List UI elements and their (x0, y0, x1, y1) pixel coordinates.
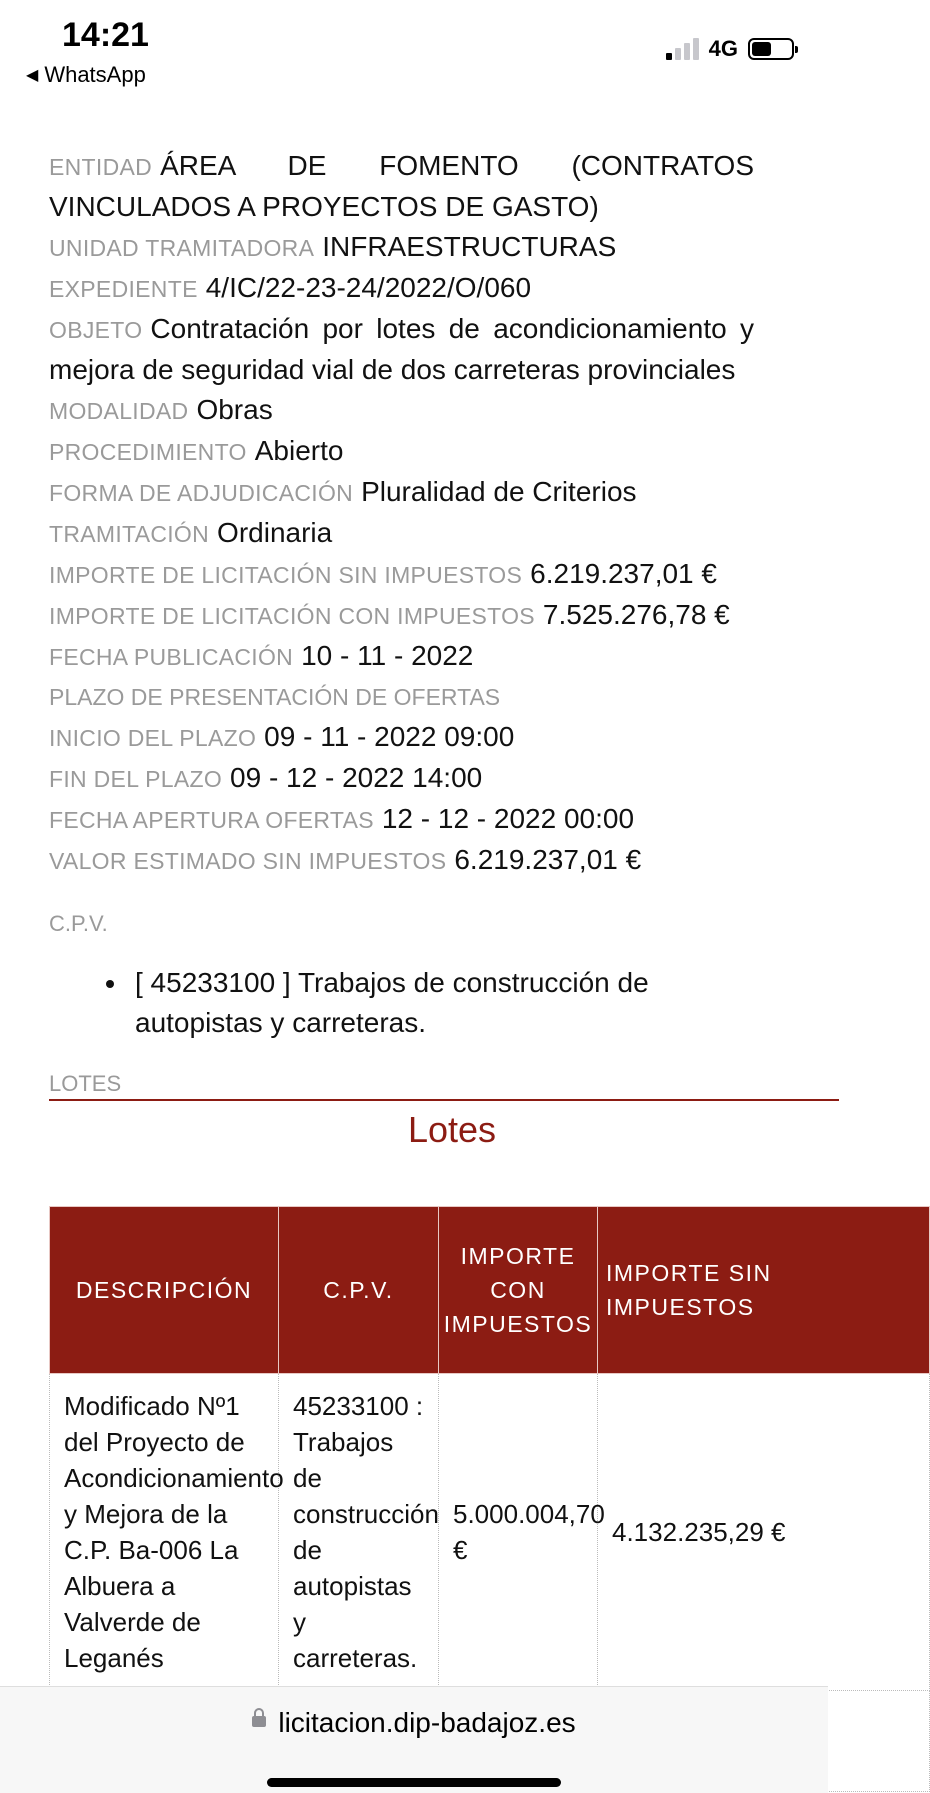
field-label: MODALIDAD (49, 398, 189, 424)
status-indicators (666, 36, 794, 62)
detail-field (49, 717, 754, 758)
detail-field (49, 636, 754, 677)
lotes-section-label: LOTES (49, 1071, 839, 1101)
header-importe-con-impuestos: IMPORTE CON IMPUESTOS (439, 1207, 598, 1374)
field-label: FIN DEL PLAZO (49, 766, 223, 792)
field-value: Abierto (254, 435, 344, 466)
field-value: 6.219.237,01 € (530, 558, 717, 589)
field-label: PROCEDIMIENTO (49, 439, 247, 465)
detail-field (49, 554, 754, 595)
table-header-row (50, 1207, 930, 1374)
detail-field (49, 390, 754, 431)
plazo-label: PLAZO DE PRESENTACIÓN DE OFERTAS (49, 684, 501, 710)
detail-field (49, 227, 754, 268)
field-label: IMPORTE DE LICITACIÓN CON IMPUESTOS (49, 603, 535, 629)
cell-importe-con: 5.000.004,70 € (439, 1374, 598, 1691)
cpv-section-label: C.P.V. (49, 911, 108, 936)
detail-field (49, 513, 754, 554)
battery-icon (748, 38, 794, 60)
header-descripcion: DESCRIPCIÓN (50, 1207, 279, 1374)
tender-details (49, 146, 754, 1151)
url-text: licitacion.dip-badajoz.es (278, 1707, 576, 1738)
cell-cpv: 45233100 : Trabajos de construcción de autopistas y carreteras. (279, 1374, 439, 1691)
detail-field (49, 595, 754, 636)
back-to-app-button[interactable] (26, 62, 146, 88)
signal-icon (666, 38, 699, 60)
field-label: FECHA PUBLICACIÓN (49, 644, 294, 670)
field-label: FORMA DE ADJUDICACIÓN (49, 480, 354, 506)
field-value: 12 - 12 - 2022 00:00 (381, 803, 635, 834)
detail-field (49, 146, 754, 227)
detail-field (49, 268, 754, 309)
field-label: TRAMITACIÓN (49, 521, 210, 547)
status-bar (0, 0, 828, 100)
back-app-label: WhatsApp (44, 62, 146, 87)
cell-descripcion: Modificado Nº1 del Proyecto de Acondicionamiento y Mejora de la C.P. Ba-006 La Albuera a Valverde de Leganés (50, 1374, 279, 1691)
field-label: VALOR ESTIMADO SIN IMPUESTOS (49, 848, 447, 874)
detail-field (49, 431, 754, 472)
field-value: 09 - 12 - 2022 14:00 (230, 762, 483, 793)
detail-field (49, 799, 754, 840)
url-display[interactable] (0, 1707, 828, 1739)
field-label: FECHA APERTURA OFERTAS (49, 807, 374, 833)
field-label: IMPORTE DE LICITACIÓN SIN IMPUESTOS (49, 562, 523, 588)
header-importe-sin-impuestos: IMPORTE SIN IMPUESTOS (598, 1207, 930, 1374)
table-row (50, 1374, 930, 1691)
field-value: 6.219.237,01 € (454, 844, 642, 875)
field-value: Ordinaria (217, 517, 333, 548)
network-type: 4G (708, 36, 738, 61)
field-value: Contratación por lotes de acondicionamiento y mejora de seguridad vial de dos carreteras provinciales (49, 313, 754, 385)
field-value: INFRAESTRUCTURAS (322, 231, 617, 262)
cell-importe-sin: 4.132.235,29 € (598, 1374, 930, 1691)
field-value: 4/IC/22-23-24/2022/O/060 (205, 272, 532, 303)
cpv-list-item: • [ 45233100 ] Trabajos de construcción de autopistas y carreteras. (129, 963, 754, 1043)
detail-field (49, 840, 754, 881)
home-indicator[interactable] (267, 1778, 561, 1787)
detail-field (49, 472, 754, 513)
field-value: 7.525.276,78 € (542, 599, 730, 630)
field-label: ENTIDAD (49, 154, 153, 180)
detail-field (49, 309, 754, 390)
field-label: EXPEDIENTE (49, 276, 198, 302)
field-value: Obras (196, 394, 273, 425)
cpv-list (49, 963, 754, 1043)
back-arrow-icon: ◀ (26, 67, 39, 84)
field-label: UNIDAD TRAMITADORA (49, 235, 315, 261)
field-value: Pluralidad de Criterios (361, 476, 637, 507)
field-label: OBJETO (49, 317, 143, 343)
detail-field (49, 758, 754, 799)
header-cpv: C.P.V. (279, 1207, 439, 1374)
field-value: 10 - 11 - 2022 (301, 640, 474, 671)
status-time: 14:21 (62, 16, 149, 54)
lock-icon (252, 1716, 266, 1727)
field-value: 09 - 11 - 2022 09:00 (264, 721, 515, 752)
browser-address-bar[interactable] (0, 1686, 828, 1793)
lotes-title: Lotes (407, 1109, 497, 1150)
field-label: INICIO DEL PLAZO (49, 725, 257, 751)
field-value: ÁREA DE FOMENTO (CONTRATOS VINCULADOS A PROYECTOS DE GASTO) (49, 150, 754, 222)
lotes-table-container[interactable] (49, 1206, 828, 1686)
